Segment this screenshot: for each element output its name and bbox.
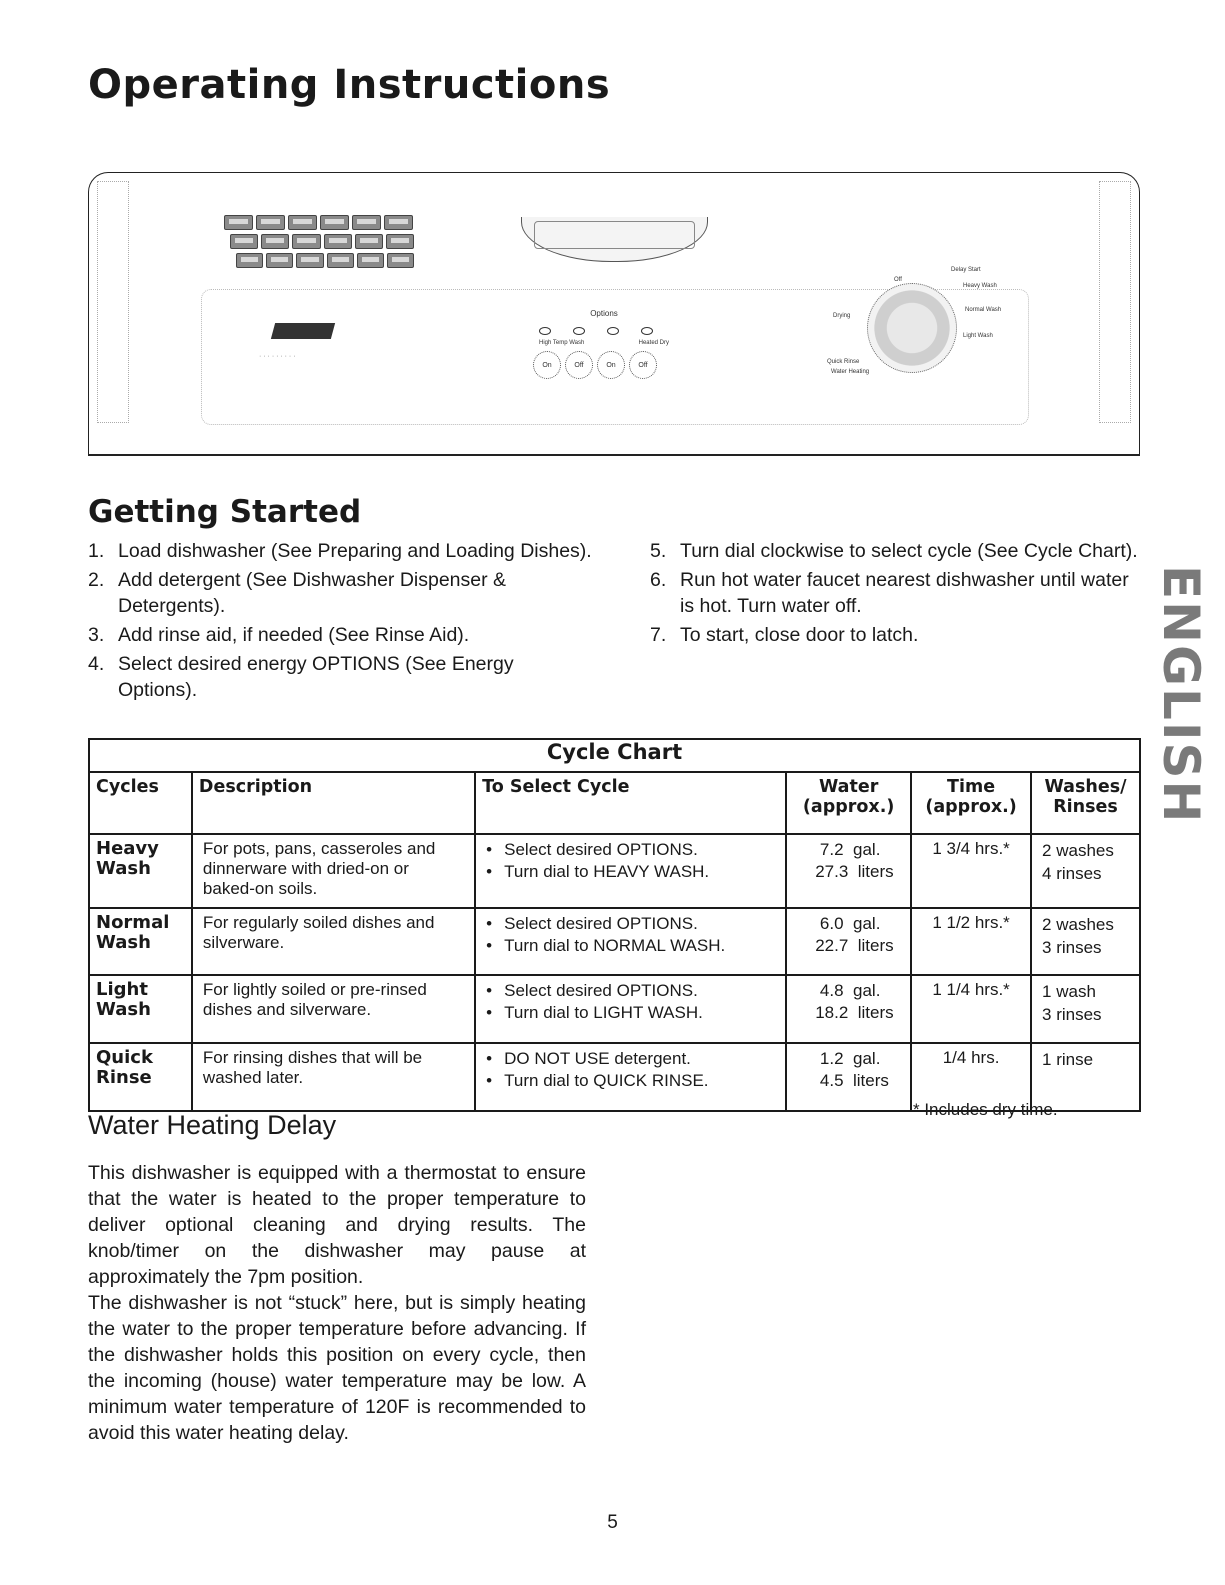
keypad-illustration bbox=[224, 215, 414, 272]
getting-started-heading: Getting Started bbox=[88, 494, 362, 530]
water-heating-heading: Water Heating Delay bbox=[88, 1110, 337, 1140]
cycle-water: 6.0 gal. 22.7 liters bbox=[786, 908, 911, 975]
step-item: 4. Select desired energy OPTIONS (See Energy Options). bbox=[88, 653, 514, 701]
cycle-description: For lightly soiled or pre-rinsed dishes and silverware. bbox=[192, 975, 475, 1043]
language-tab-label: ENGLISH bbox=[1152, 565, 1210, 825]
cycle-washes-rinses: 2 washes 3 rinses bbox=[1031, 908, 1140, 975]
option-button: On bbox=[597, 351, 625, 379]
cycle-time: 1 1/4 hrs.* bbox=[911, 975, 1031, 1043]
step-item: 6. Run hot water faucet nearest dishwasher until water is hot. Turn water off. bbox=[650, 569, 1129, 617]
cycle-dial bbox=[867, 283, 957, 373]
dial-label: Heavy Wash bbox=[963, 283, 997, 289]
handle-recess bbox=[521, 217, 708, 262]
cycle-select-steps: • Select desired OPTIONS. • Turn dial to HEAVY WASH. bbox=[475, 834, 786, 908]
cycle-description: For pots, pans, casseroles and dinnerware with dried-on or baked-on soils. bbox=[192, 834, 475, 908]
brand-logo bbox=[271, 323, 335, 339]
dial-label: Quick Rinse bbox=[827, 359, 860, 365]
cycle-washes-rinses: 1 wash 3 rinses bbox=[1031, 975, 1140, 1043]
panel-right-edge bbox=[1099, 181, 1131, 423]
dial-label: Light Wash bbox=[963, 333, 993, 339]
col-header-description: Description bbox=[192, 772, 475, 834]
control-panel-illustration bbox=[88, 172, 1140, 456]
cycle-select-steps: • DO NOT USE detergent. • Turn dial to QUICK RINSE. bbox=[475, 1043, 786, 1111]
cycle-water: 7.2 gal. 27.3 liters bbox=[786, 834, 911, 908]
dial-label: Off bbox=[894, 277, 902, 283]
cycle-washes-rinses: 2 washes 4 rinses bbox=[1031, 834, 1140, 908]
option-name: Heated Dry bbox=[638, 340, 669, 346]
cycle-name: Quick Rinse bbox=[89, 1043, 192, 1111]
step-item: 5. Turn dial clockwise to select cycle (See Cycle Chart). bbox=[650, 540, 1138, 562]
col-header-cycles: Cycles bbox=[89, 772, 192, 834]
table-row bbox=[89, 975, 1140, 1043]
table-row bbox=[89, 834, 1140, 908]
cycle-chart-title: Cycle Chart bbox=[89, 739, 1140, 772]
col-header-select: To Select Cycle bbox=[475, 772, 786, 834]
water-heating-paragraph: This dishwasher is equipped with a thermostat to ensure that the water is heated to the proper temperature to deliver optional cleaning and drying results. The knob/timer on the dishwasher may pause at approximately the 7pm position. bbox=[88, 1162, 586, 1288]
option-button: Off bbox=[565, 351, 593, 379]
option-names bbox=[539, 340, 669, 346]
cycle-water: 1.2 gal. 4.5 liters bbox=[786, 1043, 911, 1111]
option-name: High Temp Wash bbox=[539, 340, 585, 346]
chart-footnote: * Includes dry time. bbox=[913, 1100, 1058, 1119]
step-item: 7. To start, close door to latch. bbox=[650, 624, 919, 646]
options-label: Options bbox=[590, 309, 618, 318]
cycle-chart-table bbox=[88, 738, 1141, 1112]
cycle-description: For regularly soiled dishes and silverware. bbox=[192, 908, 475, 975]
option-button: On bbox=[533, 351, 561, 379]
table-row bbox=[89, 908, 1140, 975]
step-item: 3. Add rinse aid, if needed (See Rinse Aid). bbox=[88, 624, 470, 646]
option-buttons bbox=[533, 351, 657, 379]
cycle-washes-rinses: 1 rinse bbox=[1031, 1043, 1140, 1111]
dial-label: Drying bbox=[833, 313, 851, 319]
cycle-name: Heavy Wash bbox=[89, 834, 192, 908]
option-indicator-lights bbox=[539, 327, 653, 335]
col-header-water: Water (approx.) bbox=[786, 772, 911, 834]
col-header-time: Time (approx.) bbox=[911, 772, 1031, 834]
cycle-select-steps: • Select desired OPTIONS. • Turn dial to LIGHT WASH. bbox=[475, 975, 786, 1043]
steps-list-right bbox=[650, 538, 1140, 651]
cycle-description: For rinsing dishes that will be washed later. bbox=[192, 1043, 475, 1111]
step-item: 2. Add detergent (See Dishwasher Dispenser & Detergents). bbox=[88, 569, 507, 617]
cycle-water: 4.8 gal. 18.2 liters bbox=[786, 975, 911, 1043]
water-heating-paragraph: The dishwasher is not “stuck” here, but is simply heating the water to the proper temperature before advancing. If the dishwasher holds this position on every cycle, then the incoming (house) water temperature may be low. A minimum water temperature of 120F is recommended to avoid this water heating delay. bbox=[88, 1292, 586, 1444]
steps-list-left bbox=[88, 538, 598, 706]
cycle-select-steps: • Select desired OPTIONS. • Turn dial to NORMAL WASH. bbox=[475, 908, 786, 975]
dial-label: Normal Wash bbox=[965, 307, 1002, 313]
page-title: Operating Instructions bbox=[88, 62, 611, 108]
panel-left-edge bbox=[97, 181, 129, 423]
col-header-washes: Washes/ Rinses bbox=[1031, 772, 1140, 834]
dial-label: Delay Start bbox=[951, 267, 981, 273]
table-header-row bbox=[89, 772, 1140, 834]
cycle-time: 1/4 hrs. bbox=[911, 1043, 1031, 1111]
page-number: 5 bbox=[607, 1512, 618, 1533]
step-item: 1. Load dishwasher (See Preparing and Loading Dishes). bbox=[88, 540, 592, 562]
option-button: Off bbox=[629, 351, 657, 379]
cycle-name: Light Wash bbox=[89, 975, 192, 1043]
dial-label: Water Heating bbox=[831, 369, 870, 375]
cycle-name: Normal Wash bbox=[89, 908, 192, 975]
brand-subtext: · · · · · · · · · bbox=[259, 353, 296, 360]
language-side-tab bbox=[1150, 565, 1212, 825]
cycle-time: 1 1/2 hrs.* bbox=[911, 908, 1031, 975]
cycle-time: 1 3/4 hrs.* bbox=[911, 834, 1031, 908]
